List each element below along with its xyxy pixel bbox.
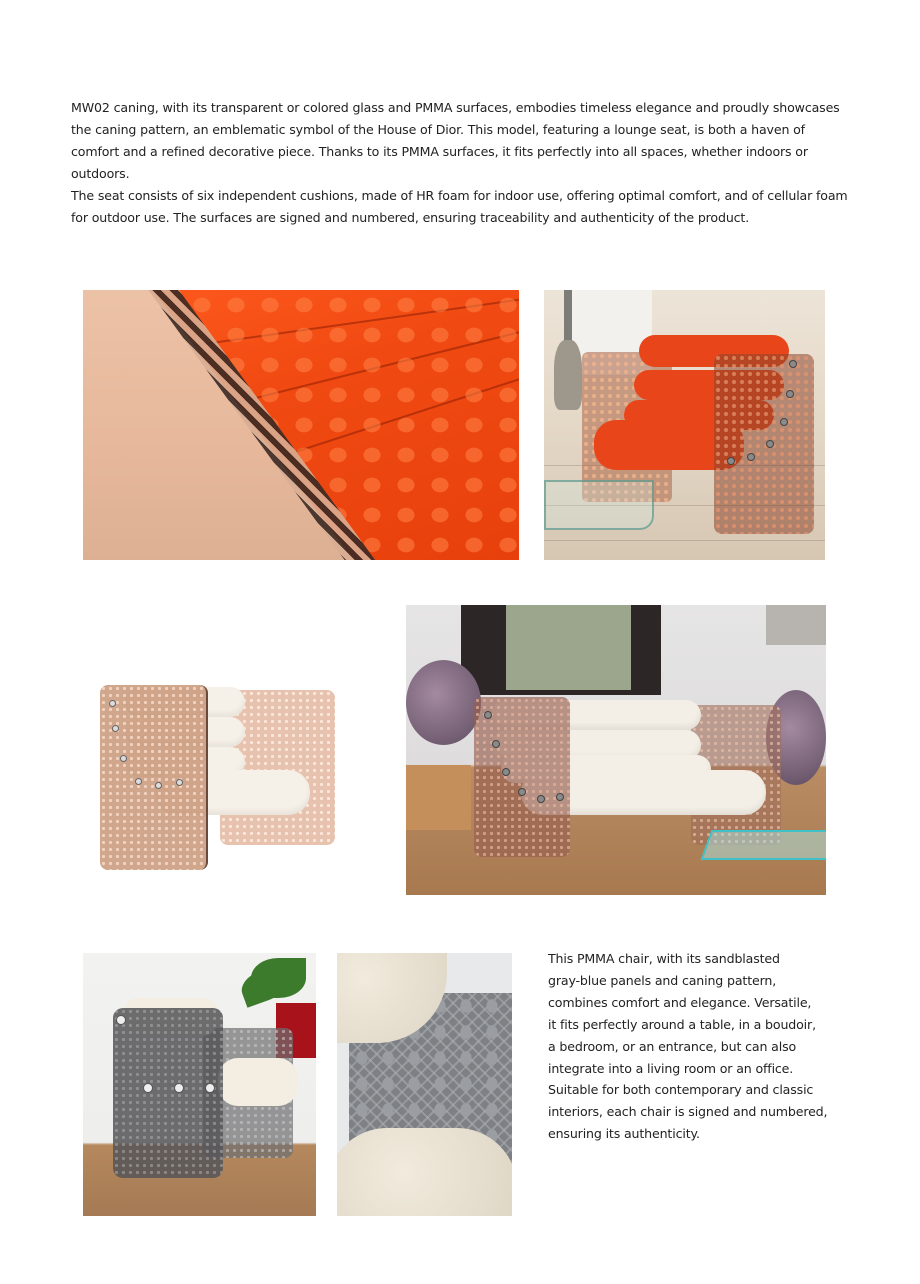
side-description: [548, 948, 848, 1145]
bolt-icon: [116, 1015, 126, 1025]
sofa-front-panel: [474, 697, 570, 857]
photo-orange-closeup: [83, 290, 519, 560]
bolt-icon: [556, 793, 564, 801]
side-line: interiors, each chair is signed and numbered,: [548, 1104, 828, 1120]
glass-table: [544, 480, 654, 530]
cabinet-glass: [506, 605, 631, 690]
wooden-cube: [406, 765, 471, 830]
photo-orange-armchair-outdoor: [544, 290, 825, 560]
bolt-icon: [502, 768, 510, 776]
bolt-icon: [747, 453, 755, 461]
bookshelf: [766, 605, 826, 645]
stone-statue: [554, 340, 582, 410]
photo-sofa-living-room: [406, 605, 826, 895]
chair-front-panel: [113, 1008, 223, 1178]
bolt-icon: [174, 1083, 184, 1093]
bolt-icon: [143, 1083, 153, 1093]
side-line: integrate into a living room or an office.: [548, 1060, 794, 1076]
bolt-icon: [135, 778, 142, 785]
cushion: [218, 1058, 298, 1106]
bolt-icon: [484, 711, 492, 719]
chair-front-panel: [714, 354, 814, 534]
bolt-icon: [537, 795, 545, 803]
bolt-icon: [112, 725, 119, 732]
intro-paragraph-1: MW02 caning, with its transparent or colored glass and PMMA surfaces, embodies timeless elegance and proudly showcases the caning pattern, an emblematic symbol of the House of Dior. This model, featuring a lounge seat, is both a haven of comfort and a refined decorative piece. Thanks to its PMMA surfaces, it fits perfectly into all spaces, whether indoors or outdoors.: [71, 100, 840, 181]
bolt-icon: [155, 782, 162, 789]
bolt-icon: [727, 457, 735, 465]
bolt-icon: [780, 418, 788, 426]
photo-gray-caning-closeup: [337, 953, 512, 1216]
plant-leaves: [237, 964, 290, 1008]
bolt-icon: [176, 779, 183, 786]
bolt-icon: [492, 740, 500, 748]
cushion: [337, 1128, 512, 1216]
side-line: Suitable for both contemporary and classic: [548, 1082, 814, 1098]
bolt-icon: [766, 440, 774, 448]
hydrangea-bouquet: [406, 660, 481, 745]
side-line: ensuring its authenticity.: [548, 1126, 700, 1142]
floor-joint: [544, 540, 825, 541]
bolt-icon: [789, 360, 797, 368]
side-line: it fits perfectly around a table, in a boudoir,: [548, 1016, 816, 1032]
chair-front-panel: [100, 685, 208, 870]
glass-coffee-table: [701, 830, 826, 860]
bolt-icon: [205, 1083, 215, 1093]
bolt-icon: [786, 390, 794, 398]
side-line: gray-blue panels and caning pattern,: [548, 972, 777, 988]
side-line: This PMMA chair, with its sandblasted: [548, 951, 780, 966]
photo-gray-chair: [83, 953, 316, 1216]
side-line: combines comfort and elegance. Versatile,: [548, 994, 812, 1010]
bolt-icon: [109, 700, 116, 707]
intro-text: [71, 97, 851, 229]
photo-render-white-armchair: [95, 675, 345, 880]
intro-paragraph-2: The seat consists of six independent cushions, made of HR foam for indoor use, offering optimal comfort, and of cellular foam for outdoor use. The surfaces are signed and numbered, ensuring traceability and authenticity of the product.: [71, 188, 848, 225]
display-cabinet: [461, 605, 661, 695]
side-line: a bedroom, or an entrance, but can also: [548, 1038, 797, 1054]
bolt-icon: [518, 788, 526, 796]
bolt-icon: [120, 755, 127, 762]
